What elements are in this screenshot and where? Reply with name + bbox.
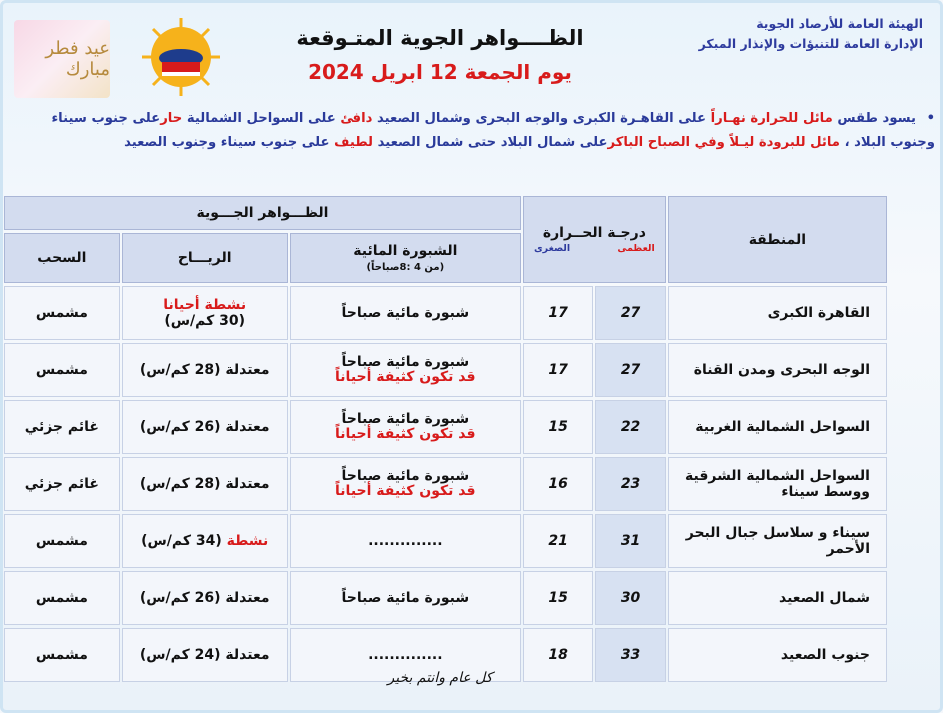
max-temp-cell: 22 [595,400,665,454]
clouds-cell: مشمس [4,571,120,625]
max-temp-cell: 27 [595,286,665,340]
min-temp-cell: 21 [523,514,593,568]
fog-cell [290,400,521,454]
clouds-cell: غائم جزئي [4,457,120,511]
summary-highlight: مائل للبرودة ليـلاً وفي الصباح الباكر [607,135,840,150]
summary-text: على جنوب سيناء وجنوب البلاد ، [51,111,935,150]
table-row [4,571,887,625]
wind-alert: نشطة أحيانا [163,297,247,313]
min-temp-cell: 15 [523,571,593,625]
max-temp-cell: 33 [595,628,665,682]
min-temp-cell: 18 [523,628,593,682]
clouds-cell: مشمس [4,514,120,568]
header-region: المنطقة [668,196,887,283]
header-wind: الريـــاح [122,233,288,283]
region-cell: السواحل الشمالية الشرقية ووسط سيناء [668,457,887,511]
wind-cell [122,457,288,511]
header-fog-note: (من 4 :8صباحاً) [366,262,445,273]
footer-greeting: كل عام وانتم بخير [387,670,493,686]
header-temperature-label: درجـة الحــرارة [542,225,646,241]
fog-text: شبورة مائية صباحاً [341,354,470,370]
header-phenomena: الظـــواهر الجـــوية [4,196,521,230]
fog-cell [290,571,521,625]
meteorology-logo-icon [140,16,222,98]
fog-text: شبورة مائية صباحاً [341,304,470,321]
eid-card-text: عيد فطر مبارك [45,38,110,80]
wind-text: معتدلة (28 كم/س) [139,476,270,492]
wind-text: معتدلة (24 كم/س) [139,647,270,663]
bullet-icon: • [926,111,935,126]
region-cell: الوجه البحرى ومدن القناة [668,343,887,397]
page-title: الظــــواهر الجوية المتـوقعة [296,26,584,50]
table-row [4,400,887,454]
summary-text: على جنوب سيناء وجنوب الصعيد [124,135,330,150]
org-line-2: الإدارة العامة للتنبؤات والإنذار المبكر [698,36,923,51]
wind-cell [122,514,288,568]
clouds-cell: غائم جزئي [4,400,120,454]
org-line-1: الهيئة العامة للأرصاد الجوية [756,16,923,31]
clouds-cell: مشمس [4,286,120,340]
organization-name [663,14,923,54]
wind-text: (34 كم/س) [141,533,222,549]
summary-highlight: دافئ [340,111,373,126]
clouds-cell: مشمس [4,343,120,397]
header-temperature [523,196,666,283]
min-temp-cell: 17 [523,286,593,340]
forecast-date: يوم الجمعة 12 ابريل 2024 [308,60,572,84]
wind-cell [122,628,288,682]
region-cell: جنوب الصعيد [668,628,887,682]
region-cell: القاهرة الكبرى [668,286,887,340]
fog-cell [290,343,521,397]
fog-cell [290,286,521,340]
table-row [4,343,887,397]
summary-highlight: مائل للحرارة نهـاراً [710,111,833,126]
min-temp-cell: 16 [523,457,593,511]
max-temp-cell: 23 [595,457,665,511]
wind-text: معتدلة (28 كم/س) [139,362,270,378]
forecast-table [2,193,889,685]
summary-highlight: لطيف [334,135,374,150]
region-cell: السواحل الشمالية الغربية [668,400,887,454]
fog-cell [290,457,521,511]
fog-warning: قد تكون كثيفة أحياناً [335,426,476,442]
fog-warning: قد تكون كثيفة أحياناً [335,483,476,499]
header-min: الصغرى [533,243,571,254]
fog-cell [290,514,521,568]
wind-cell [122,343,288,397]
fog-text: .............. [368,646,443,663]
table-row [4,514,887,568]
summary-text: يسود طقس [837,111,916,126]
weather-summary [5,107,935,155]
wind-alert: نشطة [226,533,269,549]
fog-text: .............. [368,532,443,549]
wind-cell [122,400,288,454]
max-temp-cell: 30 [595,571,665,625]
fog-warning: قد تكون كثيفة أحياناً [335,369,476,385]
summary-text: على شمال البلاد حتى شمال الصعيد [377,135,608,150]
summary-text: على السواحل الشمالية [186,111,336,126]
header-fog [290,233,521,283]
max-temp-cell: 27 [595,343,665,397]
fog-text: شبورة مائية صباحاً [341,411,470,427]
wind-text: (30 كم/س) [164,313,246,329]
table-row [4,286,887,340]
eid-greeting-card [14,20,110,98]
wind-text: معتدلة (26 كم/س) [139,590,270,606]
summary-highlight: حار [160,111,183,126]
wind-cell [122,286,288,340]
wind-text: معتدلة (26 كم/س) [139,419,270,435]
clouds-cell: مشمس [4,628,120,682]
header-max: العظمى [617,243,655,254]
region-cell: سيناء و سلاسل جبال البحر الأحمر [668,514,887,568]
fog-text: شبورة مائية صباحاً [341,589,470,606]
fog-text: شبورة مائية صباحاً [341,468,470,484]
header-fog-label: الشبورة المائية [353,243,458,259]
summary-text: على القاهـرة الكبرى والوجه البحرى وشمال الصعيد [376,111,707,126]
table-row [4,457,887,511]
region-cell: شمال الصعيد [668,571,887,625]
header-clouds: السحب [4,233,120,283]
max-temp-cell: 31 [595,514,665,568]
min-temp-cell: 15 [523,400,593,454]
wind-cell [122,571,288,625]
min-temp-cell: 17 [523,343,593,397]
